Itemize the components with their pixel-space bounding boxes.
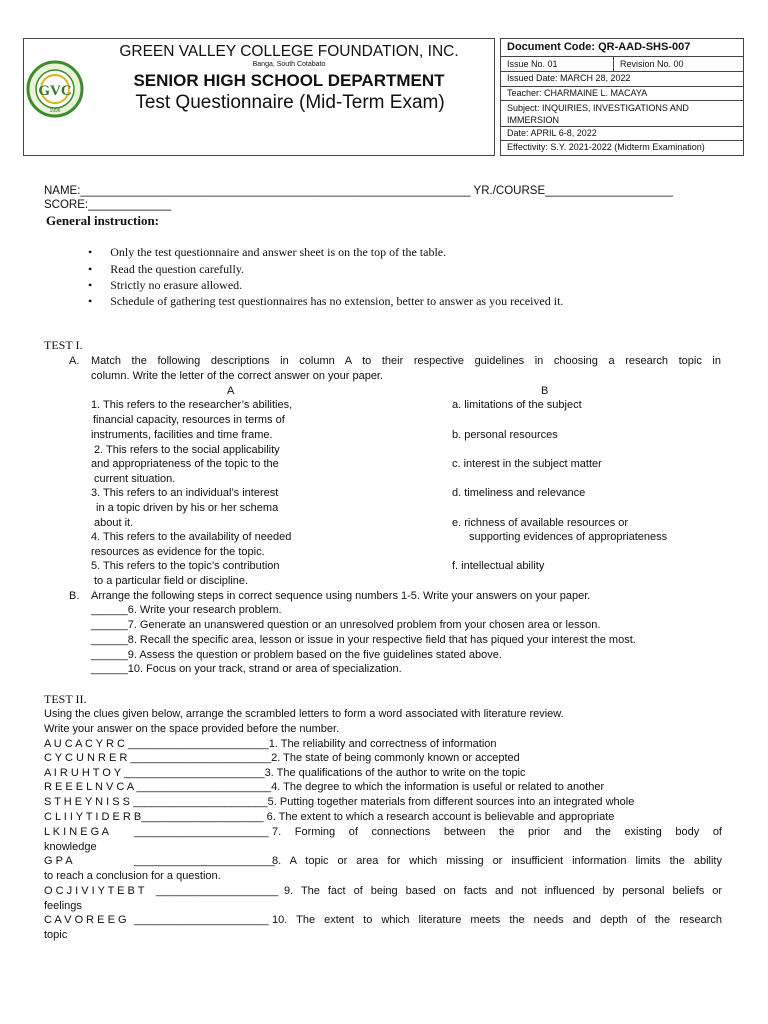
test2-item: C Y C U N R E R _______________________2. The state of being commonly known or accepted: [44, 752, 520, 764]
sequence-item: ______6. Write your research problem.: [91, 604, 282, 616]
test2-blank: ______________________: [134, 826, 269, 838]
column-a-line: 1. This refers to the researcher’s abilities,: [91, 399, 293, 411]
column-a-line: current situation.: [94, 473, 176, 485]
test2-item: A U C A C Y R C _______________________1. The reliability and correctness of information: [44, 738, 497, 750]
logo-year: 1996: [49, 108, 61, 114]
column-a-line: 4. This refers to the availability of needed: [91, 531, 292, 543]
test2-scramble: L K I N E G A: [44, 826, 110, 838]
college-logo: [26, 60, 84, 118]
score-line: SCORE:_____________: [44, 199, 172, 211]
test2-scramble: G P A: [44, 855, 73, 867]
list-item: • Schedule of gathering test questionnaires has no extension, better to answer as you received it.: [88, 294, 564, 308]
department-name: SENIOR HIGH SCHOOL DEPARTMENT: [133, 71, 445, 90]
column-b-item: supporting evidences of appropriateness: [469, 531, 668, 543]
test2-clue-cont: feelings: [44, 900, 82, 912]
logo-letters: GVC: [38, 83, 72, 99]
test2-blank: ____________________: [156, 885, 279, 897]
subject: Subject: INQUIRIES, INVESTIGATIONS AND IMMERSION: [501, 100, 743, 126]
test2-clue: 9. The fact of being based on facts and not influenced by personal beliefs or: [284, 885, 722, 897]
column-b-item: f. intellectual ability: [452, 560, 545, 572]
institution-address: Banga, South Cotabato: [252, 61, 326, 68]
column-b-item: d. timeliness and relevance: [452, 487, 586, 499]
test2-instruction-line1: Using the clues given below, arrange the scrambled letters to form a word associated with literature review.: [44, 708, 564, 720]
sequence-item: ______8. Recall the specific area, lesson or issue in your respective field that has piqued your interest the most.: [91, 634, 636, 646]
column-b-item: a. limitations of the subject: [452, 399, 582, 411]
column-a-line: to a particular field or discipline.: [94, 575, 249, 587]
column-b-item: c. interest in the subject matter: [452, 458, 602, 470]
test2-item: C L I I Y T I D E R B____________________ 6. The extent to which a research account is believable and appropriate: [44, 811, 615, 823]
document-code-box: [500, 38, 744, 156]
test2-clue: 7. Forming of connections between the prior and the existing body of: [272, 826, 722, 838]
test1-a-letter: A.: [69, 355, 80, 367]
list-item: • Only the test questionnaire and answer sheet is on the top of the table.: [88, 245, 447, 259]
sequence-item: ______10. Focus on your track, strand or area of specialization.: [91, 663, 402, 675]
test2-item: A I R U H T O Y _______________________3. The qualifications of the author to write on the topic: [44, 767, 526, 779]
test2-title: TEST II.: [44, 692, 87, 706]
sequence-item: ______9. Assess the question or problem based on the five guidelines stated above.: [91, 649, 502, 661]
list-item: • Read the question carefully.: [88, 262, 245, 276]
test2-clue: 10. The extent to which literature meets the needs and depth of the research: [272, 914, 722, 926]
column-a-line: financial capacity, resources in terms of: [93, 414, 285, 426]
test2-blank: _______________________: [134, 855, 275, 867]
test1-b-instruction: Arrange the following steps in correct sequence using numbers 1-5. Write your answers on your paper.: [91, 590, 591, 602]
test2-clue-cont: to reach a conclusion for a question.: [44, 870, 221, 882]
issue-no: Issue No. 01: [507, 59, 558, 69]
column-a-line: and appropriateness of the topic to the: [91, 458, 279, 470]
issue-row: [501, 56, 743, 71]
column-a-line: 3. This refers to an individual’s interest: [91, 487, 279, 499]
test2-item: S T H E Y N I S S ______________________5. Putting together materials from different sources into an integrated whole: [44, 796, 635, 808]
revision-no: Revision No. 00: [613, 57, 684, 71]
column-a-line: in a topic driven by his or her schema: [96, 502, 279, 514]
column-b-item: e. richness of available resources or: [452, 517, 629, 529]
column-b-item: b. personal resources: [452, 429, 558, 441]
document-code: Document Code: QR-AAD-SHS-007: [507, 41, 691, 53]
header-box: [23, 38, 495, 156]
column-a-line: about it.: [94, 517, 134, 529]
list-item: • Strictly no erasure allowed.: [88, 278, 243, 292]
test1-a-instruction-line2: column. Write the letter of the correct answer on your paper.: [91, 370, 384, 382]
test2-blank: ______________________: [134, 914, 269, 926]
sequence-item: ______7. Generate an unanswered question or an unresolved problem from your chosen area or lesson.: [91, 619, 601, 631]
test1-b-letter: B.: [69, 590, 80, 602]
effectivity: Effectivity: S.Y. 2021-2022 (Midterm Examination): [501, 140, 743, 154]
column-a-line: instruments, facilities and time frame.: [91, 429, 273, 441]
name-line: NAME:_____________________________________________________________ YR./COURSE____________________: [44, 185, 674, 197]
test1-a-instruction-line1: Match the following descriptions in column A to their respective guidelines in choosing a research topic in: [91, 355, 721, 367]
test1-title: TEST I.: [44, 338, 83, 352]
column-b-header: B: [541, 385, 549, 397]
general-instruction-heading: General instruction:: [46, 213, 160, 228]
exam-title: Test Questionnaire (Mid-Term Exam): [135, 92, 445, 113]
institution-name: GREEN VALLEY COLLEGE FOUNDATION, INC.: [119, 43, 459, 60]
column-a-line: 5. This refers to the topic’s contribution: [91, 560, 280, 572]
teacher: Teacher: CHARMAINE L. MACAYA: [501, 86, 743, 100]
issued-date: Issued Date: MARCH 28, 2022: [501, 71, 743, 85]
test2-clue: 8. A topic or area for which missing or insufficient information limits the ability: [272, 855, 722, 867]
column-a-header: A: [227, 385, 235, 397]
column-a-line: 2. This refers to the social applicability: [94, 444, 280, 456]
test2-item: R E E E L N V C A ______________________4. The degree to which the information is useful or related to another: [44, 781, 605, 793]
date: Date: APRIL 6-8, 2022: [501, 126, 743, 140]
test2-scramble: O C J I V I Y T E B T: [44, 885, 145, 897]
test2-scramble: C A V O R E E G: [44, 914, 127, 926]
test2-clue-cont: knowledge: [44, 841, 97, 853]
test2-instruction-line2: Write your answer on the space provided before the number.: [44, 723, 340, 735]
column-a-line: resources as evidence for the topic.: [91, 546, 265, 558]
test2-clue-cont: topic: [44, 929, 68, 941]
